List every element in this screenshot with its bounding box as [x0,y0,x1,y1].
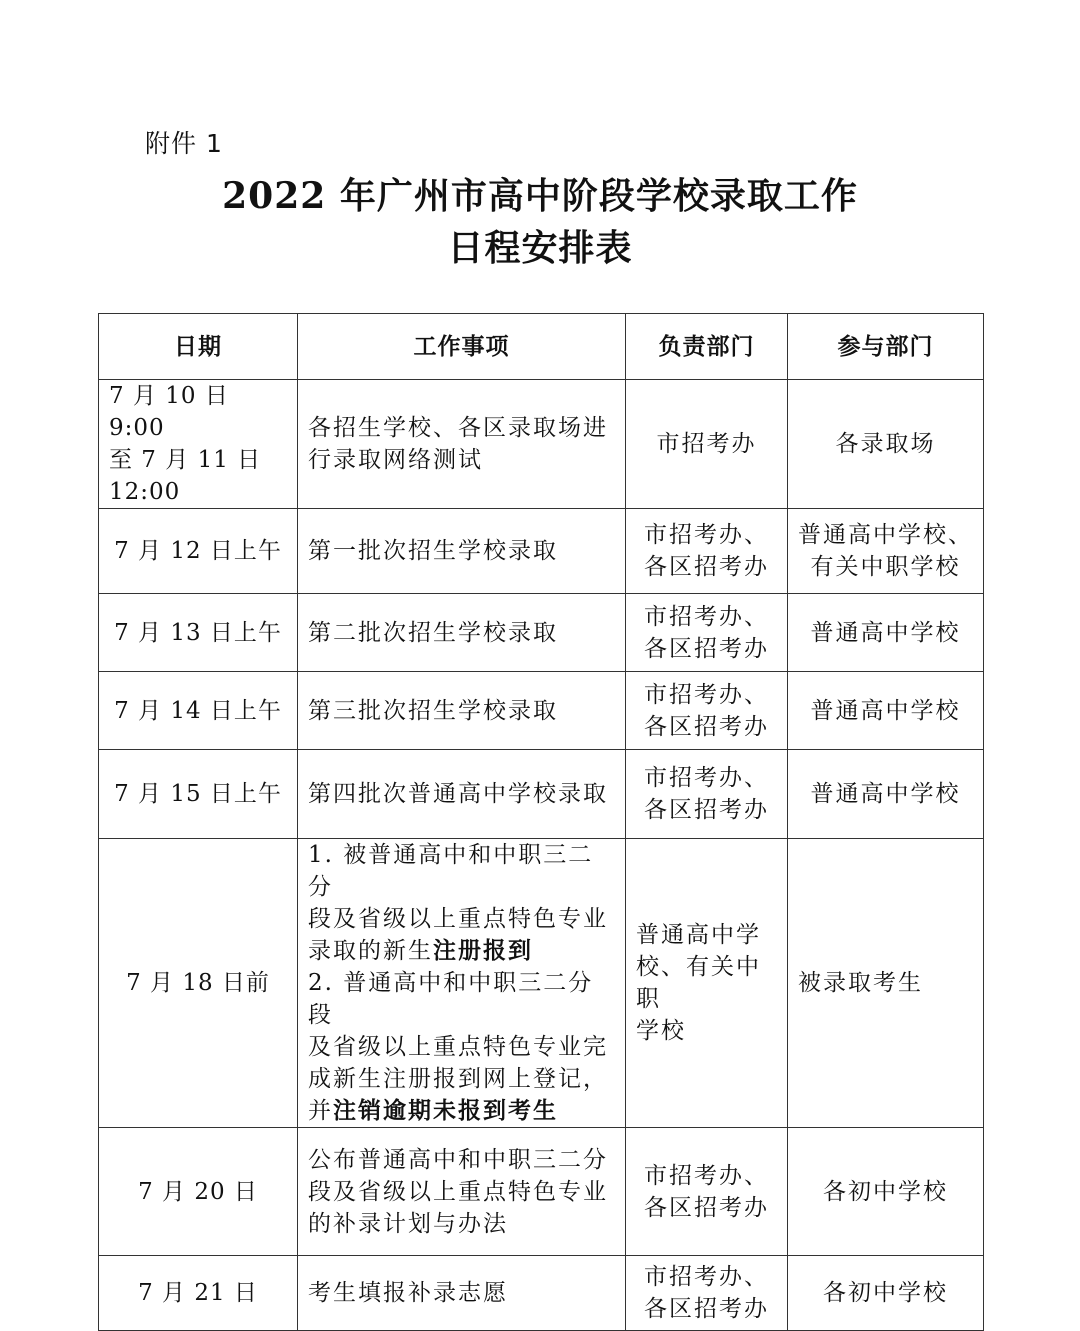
row-date: 7 月 18 日前 [99,839,298,1128]
dept-line: 各区招考办 [644,554,769,580]
header-responsible-dept: 负责部门 [626,314,788,380]
task-line: 公布普通高中和中职三二分 [308,1146,608,1173]
row-task [298,1128,626,1256]
task-line: 各招生学校、各区录取场进 [308,415,608,441]
part-line: 普通高中学校、 [798,522,973,548]
row-task [298,839,626,1128]
table-row [99,509,984,594]
row-task: 第二批次招生学校录取 [298,594,626,672]
table-row [99,1128,984,1256]
row-task [298,380,626,509]
dept-line: 市招考办、 [644,765,769,791]
row-date: 7 月 15 日上午 [99,750,298,839]
dept-line: 市招考办、 [644,522,769,548]
row-responsible-dept [626,1128,788,1256]
row-participating-dept: 各初中学校 [788,1128,984,1256]
part-line: 有关中职学校 [810,554,961,580]
dept-line: 各区招考办 [644,1296,769,1322]
task-line: 2. 普通高中和中职三二分段 [308,970,594,1028]
row-responsible-dept [626,594,788,672]
header-date: 日期 [99,314,298,380]
task-text: 录取的新生 [308,938,433,964]
row-date: 7 月 21 日 [99,1256,298,1331]
table-row [99,672,984,750]
row-participating-dept [788,509,984,594]
date-line: 12:00 [109,479,181,505]
task-line: 的补录计划与办法 [308,1210,508,1237]
part-line: 各录取场 [835,431,936,457]
task-line: 段及省级以上重点特色专业 [308,906,608,932]
task-emphasis: 注销逾期未报到考生 [333,1097,558,1124]
row-participating-dept [788,380,984,509]
dept-line: 各区招考办 [644,797,769,823]
header-participating-dept: 参与部门 [788,314,984,380]
task-line: 及省级以上重点特色专业完 [308,1034,608,1060]
dept-line: 各区招考办 [644,1194,769,1221]
row-task: 第一批次招生学校录取 [298,509,626,594]
document-title-line1: 2022 年广州市高中阶段学校录取工作 [222,175,858,217]
date-line: 至 7 月 11 日 [109,447,262,473]
row-participating-dept: 普通高中学校 [788,750,984,839]
row-responsible-dept [626,380,788,509]
task-line: 1. 被普通高中和中职三二分 [308,842,594,900]
row-responsible-dept [626,839,788,1128]
row-responsible-dept [626,1256,788,1331]
dept-line: 市招考办、 [644,1264,769,1290]
dept-line: 各区招考办 [644,635,769,662]
table-row [99,750,984,839]
dept-line: 市招考办、 [644,603,769,630]
task-line: 段及省级以上重点特色专业 [308,1178,608,1205]
document-title-line2: 日程安排表 [447,227,633,269]
row-responsible-dept [626,672,788,750]
dept-line: 市招考办、 [644,1162,769,1189]
attachment-label: 附件 1 [145,129,223,158]
row-responsible-dept [626,750,788,839]
table-row [99,839,984,1128]
row-date: 7 月 14 日上午 [99,672,298,750]
task-line [308,1095,615,1127]
row-responsible-dept [626,509,788,594]
row-participating-dept: 被录取考生 [788,839,984,1128]
row-date: 7 月 20 日 [99,1128,298,1256]
row-date: 7 月 12 日上午 [99,509,298,594]
table-row [99,1256,984,1331]
row-task: 第三批次招生学校录取 [298,672,626,750]
row-participating-dept: 普通高中学校 [788,672,984,750]
task-text: 并 [308,1098,333,1124]
row-task: 考生填报补录志愿 [298,1256,626,1331]
row-participating-dept: 普通高中学校 [788,594,984,672]
row-participating-dept: 各初中学校 [788,1256,984,1331]
dept-line: 各区招考办 [644,713,769,740]
header-task: 工作事项 [298,314,626,380]
task-line: 成新生注册报到网上登记， [308,1066,608,1092]
dept-line: 校、有关中职 [636,954,761,1012]
date-line: 7 月 10 日 9:00 [109,383,229,441]
task-emphasis: 注册报到 [433,937,533,964]
task-line: 行录取网络测试 [308,447,483,473]
dept-line: 市招考办、 [644,681,769,708]
dept-line: 学校 [636,1018,686,1044]
table-header-row [99,314,984,380]
row-task: 第四批次普通高中学校录取 [298,750,626,839]
row-date [99,380,298,509]
table-row [99,380,984,509]
row-date: 7 月 13 日上午 [99,594,298,672]
schedule-table [98,313,984,1331]
dept-line: 普通高中学 [636,922,761,948]
task-line [308,935,615,967]
dept-line: 市招考办 [656,431,757,457]
table-row [99,594,984,672]
